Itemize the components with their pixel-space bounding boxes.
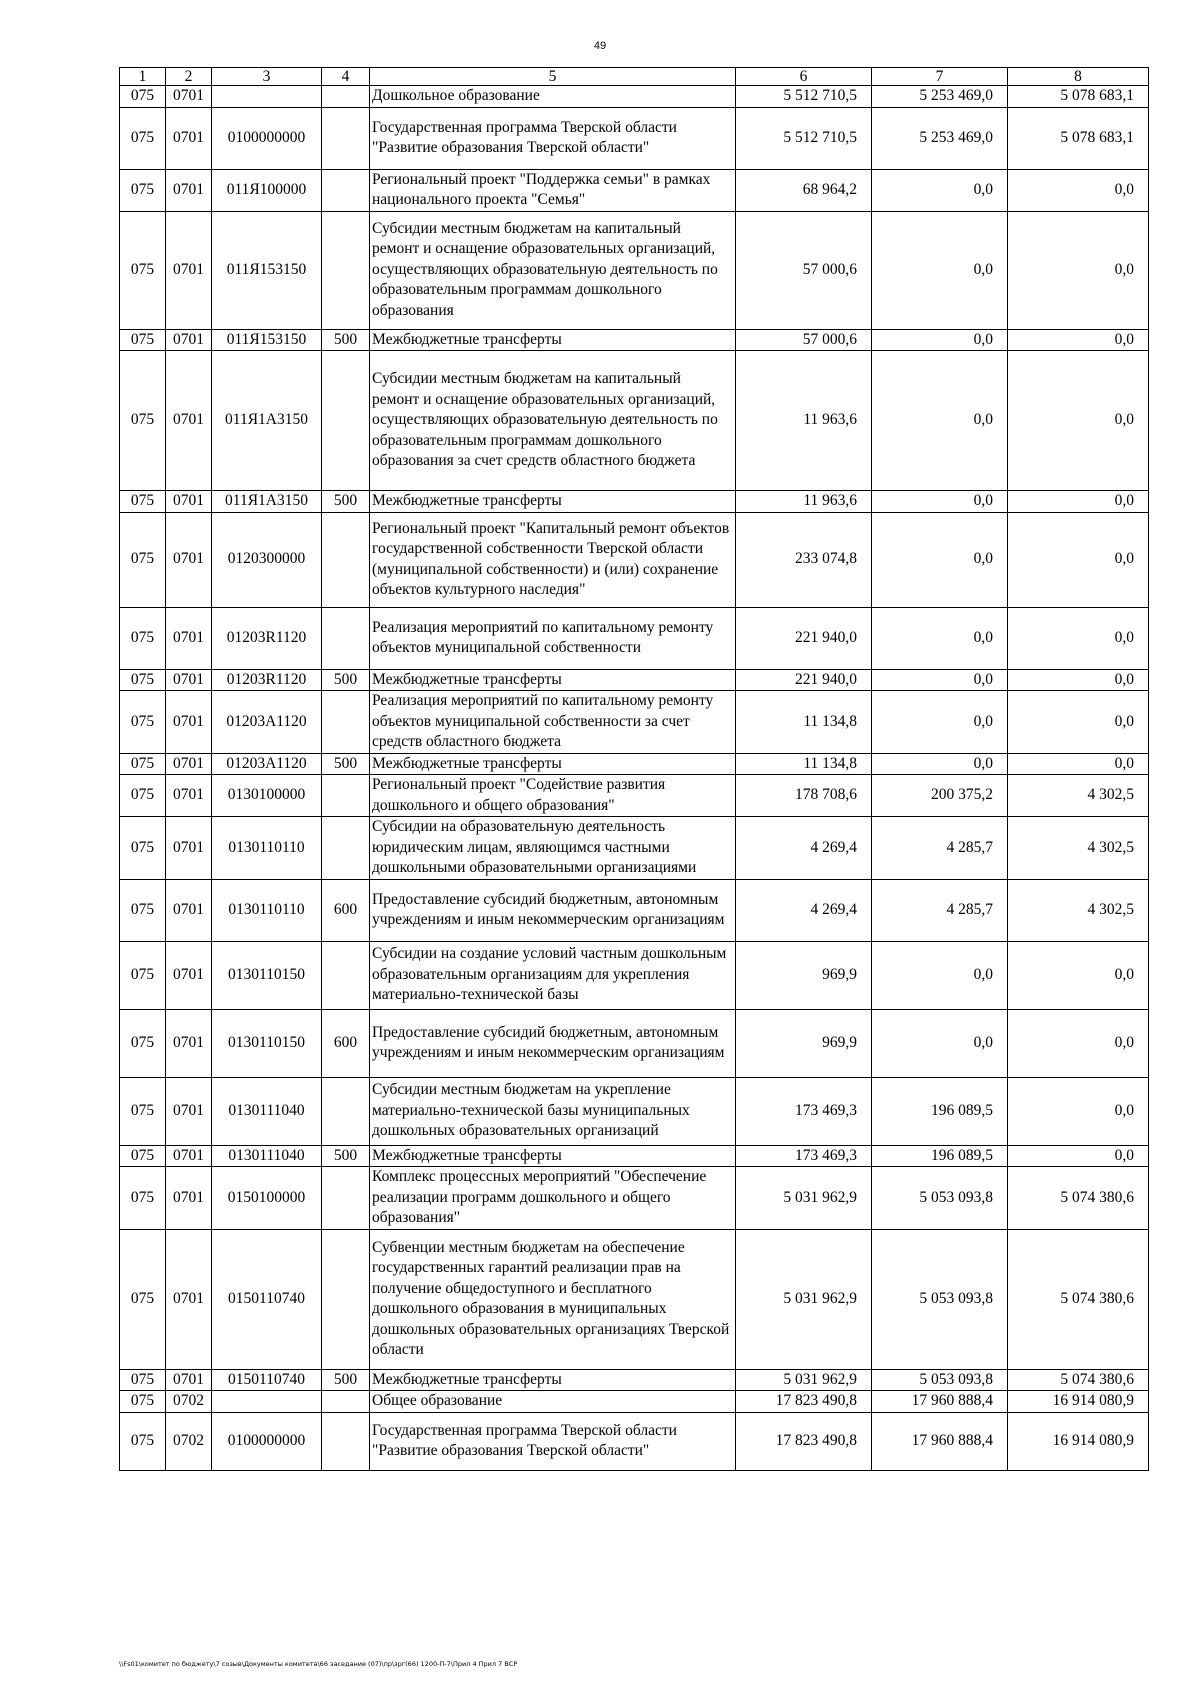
table-cell-description: Государственная программа Тверской области "Развитие образования Тверской области"	[370, 1412, 736, 1470]
table-cell-col1: 075	[120, 1391, 166, 1413]
table-cell-value-7: 0,0	[872, 691, 1008, 754]
table-cell-col2: 0701	[166, 1229, 212, 1369]
table-cell-code: 0100000000	[212, 107, 322, 169]
table-cell-col1: 075	[120, 1077, 166, 1145]
table-cell-col1: 075	[120, 107, 166, 169]
table-cell-value-7: 196 089,5	[872, 1145, 1008, 1167]
table-row	[120, 607, 1149, 669]
table-cell-code: 0130100000	[212, 775, 322, 817]
table-cell-code: 0130110110	[212, 879, 322, 941]
table-cell-value-7: 5 253 469,0	[872, 107, 1008, 169]
table-cell-type	[322, 775, 370, 817]
table-row	[120, 211, 1149, 329]
table-cell-col2: 0701	[166, 879, 212, 941]
table-cell-type	[322, 107, 370, 169]
header-cell: 6	[736, 68, 872, 86]
table-cell-col2: 0701	[166, 107, 212, 169]
table-cell-description: Реализация мероприятий по капитальному ремонту объектов муниципальной собственности	[370, 607, 736, 669]
table-cell-code: 0130110150	[212, 941, 322, 1009]
table-cell-type	[322, 1391, 370, 1413]
table-row	[120, 691, 1149, 754]
table-cell-col2: 0701	[166, 691, 212, 754]
table-row	[120, 1009, 1149, 1077]
table-cell-type: 500	[322, 329, 370, 351]
header-cell: 8	[1008, 68, 1149, 86]
table-cell-value-8: 0,0	[1008, 1077, 1149, 1145]
header-cell: 3	[212, 68, 322, 86]
table-cell-col2: 0701	[166, 491, 212, 513]
table-cell-code	[212, 86, 322, 108]
table-cell-value-8: 0,0	[1008, 491, 1149, 513]
table-cell-description: Региональный проект "Содействие развития дошкольного и общего образования"	[370, 775, 736, 817]
table-cell-col2: 0702	[166, 1391, 212, 1413]
table-cell-description: Субсидии на создание условий частным дошкольным образовательным организациям для укрепления материально-технической базы	[370, 941, 736, 1009]
table-row	[120, 512, 1149, 607]
table-cell-value-7: 4 285,7	[872, 817, 1008, 880]
table-row	[120, 753, 1149, 775]
table-cell-value-6: 221 940,0	[736, 669, 872, 691]
table-cell-description: Межбюджетные трансферты	[370, 1369, 736, 1391]
table-cell-description: Предоставление субсидий бюджетным, автономным учреждениям и иным некоммерческим организациям	[370, 879, 736, 941]
table-cell-col1: 075	[120, 817, 166, 880]
table-cell-value-7: 0,0	[872, 669, 1008, 691]
table-cell-description: Комплекс процессных мероприятий "Обеспечение реализации программ дошкольного и общего образования"	[370, 1167, 736, 1230]
table-row	[120, 669, 1149, 691]
table-cell-value-8: 0,0	[1008, 169, 1149, 211]
table-row	[120, 1167, 1149, 1230]
table-cell-value-7: 0,0	[872, 753, 1008, 775]
table-cell-value-8: 0,0	[1008, 1145, 1149, 1167]
table-cell-value-6: 5 512 710,5	[736, 86, 872, 108]
table-cell-value-6: 5 031 962,9	[736, 1167, 872, 1230]
table-cell-type	[322, 941, 370, 1009]
table-cell-value-7: 200 375,2	[872, 775, 1008, 817]
table-cell-col2: 0701	[166, 329, 212, 351]
table-cell-value-8: 4 302,5	[1008, 879, 1149, 941]
table-cell-code: 0100000000	[212, 1412, 322, 1470]
table-cell-type	[322, 86, 370, 108]
table-cell-col1: 075	[120, 1145, 166, 1167]
table-cell-value-7: 17 960 888,4	[872, 1391, 1008, 1413]
header-row	[120, 68, 1149, 86]
table-cell-description: Субсидии на образовательную деятельность юридическим лицам, являющимся частными дошкольными образовательными организациями	[370, 817, 736, 880]
table-cell-value-6: 173 469,3	[736, 1145, 872, 1167]
table-cell-value-8: 0,0	[1008, 669, 1149, 691]
table-cell-description: Общее образование	[370, 1391, 736, 1413]
table-cell-type	[322, 351, 370, 491]
table-cell-col2: 0701	[166, 941, 212, 1009]
table-cell-value-6: 4 269,4	[736, 879, 872, 941]
table-cell-value-8: 16 914 080,9	[1008, 1391, 1149, 1413]
table-cell-code: 0130110150	[212, 1009, 322, 1077]
table-cell-col2: 0701	[166, 211, 212, 329]
table-cell-type	[322, 817, 370, 880]
table-cell-col2: 0701	[166, 351, 212, 491]
table-cell-col1: 075	[120, 879, 166, 941]
table-cell-col2: 0701	[166, 669, 212, 691]
table-row	[120, 775, 1149, 817]
table-cell-value-7: 0,0	[872, 329, 1008, 351]
table-cell-type	[322, 211, 370, 329]
table-row	[120, 1391, 1149, 1413]
table-cell-description: Субсидии местным бюджетам на укрепление материально-технической базы муниципальных дошкольных образовательных организаций	[370, 1077, 736, 1145]
table-row	[120, 351, 1149, 491]
table-cell-col1: 075	[120, 1412, 166, 1470]
table-row	[120, 1412, 1149, 1470]
table-cell-type	[322, 169, 370, 211]
table-cell-col2: 0701	[166, 1009, 212, 1077]
table-cell-col1: 075	[120, 211, 166, 329]
table-cell-value-7: 5 253 469,0	[872, 86, 1008, 108]
table-row	[120, 1145, 1149, 1167]
table-cell-value-8: 5 074 380,6	[1008, 1167, 1149, 1230]
table-cell-col1: 075	[120, 941, 166, 1009]
table-cell-value-8: 16 914 080,9	[1008, 1412, 1149, 1470]
table-cell-value-6: 178 708,6	[736, 775, 872, 817]
table-cell-col1: 075	[120, 512, 166, 607]
table-cell-col2: 0701	[166, 1369, 212, 1391]
table-cell-value-8: 0,0	[1008, 351, 1149, 491]
table-cell-col2: 0701	[166, 1145, 212, 1167]
table-cell-code: 0120300000	[212, 512, 322, 607]
table-cell-description: Межбюджетные трансферты	[370, 1145, 736, 1167]
table-cell-col2: 0701	[166, 817, 212, 880]
budget-table	[119, 67, 1149, 1471]
table-row	[120, 329, 1149, 351]
table-cell-code: 011Я100000	[212, 169, 322, 211]
table-cell-col1: 075	[120, 1229, 166, 1369]
table-cell-code	[212, 1391, 322, 1413]
table-cell-value-6: 57 000,6	[736, 329, 872, 351]
table-cell-type	[322, 512, 370, 607]
table-cell-value-6: 11 134,8	[736, 753, 872, 775]
table-cell-value-7: 5 053 093,8	[872, 1369, 1008, 1391]
table-cell-value-7: 17 960 888,4	[872, 1412, 1008, 1470]
table-cell-col2: 0701	[166, 169, 212, 211]
header-cell: 1	[120, 68, 166, 86]
table-cell-col1: 075	[120, 491, 166, 513]
table-cell-value-7: 196 089,5	[872, 1077, 1008, 1145]
footer-file-path: \\Fs01\комитет по бюджету\7 созыв\Документы комитета\66 заседание (07)\пр\зрг(66) 1200-П-7\Прил 4 Прил 7 ВСР	[119, 1660, 518, 1668]
table-cell-col2: 0702	[166, 1412, 212, 1470]
table-row	[120, 941, 1149, 1009]
table-cell-code: 0150100000	[212, 1167, 322, 1230]
table-row	[120, 1077, 1149, 1145]
table-cell-value-6: 68 964,2	[736, 169, 872, 211]
table-cell-value-6: 11 134,8	[736, 691, 872, 754]
table-cell-type: 500	[322, 491, 370, 513]
table-cell-type: 500	[322, 753, 370, 775]
table-cell-value-8: 5 074 380,6	[1008, 1369, 1149, 1391]
table-cell-value-7: 0,0	[872, 169, 1008, 211]
table-cell-value-7: 5 053 093,8	[872, 1229, 1008, 1369]
table-cell-col2: 0701	[166, 607, 212, 669]
table-cell-type: 600	[322, 879, 370, 941]
table-cell-type: 500	[322, 1369, 370, 1391]
table-cell-code: 0130110110	[212, 817, 322, 880]
table-cell-col1: 075	[120, 669, 166, 691]
table-cell-col2: 0701	[166, 1167, 212, 1230]
table-cell-value-8: 0,0	[1008, 753, 1149, 775]
page-number: 49	[593, 40, 607, 52]
table-cell-code: 011Я1А3150	[212, 491, 322, 513]
table-cell-value-6: 233 074,8	[736, 512, 872, 607]
table-cell-description: Региональный проект "Капитальный ремонт объектов государственной собственности Тверской области (муниципальной собственности) и (или) сохранение объектов культурного наследия"	[370, 512, 736, 607]
table-cell-description: Реализация мероприятий по капитальному ремонту объектов муниципальной собственности за счет средств областного бюджета	[370, 691, 736, 754]
table-row	[120, 879, 1149, 941]
table-cell-value-6: 969,9	[736, 941, 872, 1009]
table-cell-description: Субсидии местным бюджетам на капитальный ремонт и оснащение образовательных организаций, осуществляющих образовательную деятельность по образовательным программам дошкольного образования	[370, 211, 736, 329]
table-cell-col2: 0701	[166, 775, 212, 817]
table-cell-code: 0130111040	[212, 1145, 322, 1167]
table-row	[120, 1369, 1149, 1391]
table-cell-value-8: 0,0	[1008, 329, 1149, 351]
table-cell-value-6: 11 963,6	[736, 351, 872, 491]
table-cell-col1: 075	[120, 691, 166, 754]
table-cell-value-6: 17 823 490,8	[736, 1391, 872, 1413]
table-row	[120, 169, 1149, 211]
table-cell-type: 500	[322, 669, 370, 691]
table-row	[120, 107, 1149, 169]
table-cell-value-6: 4 269,4	[736, 817, 872, 880]
table-cell-col1: 075	[120, 86, 166, 108]
table-row	[120, 817, 1149, 880]
table-cell-value-7: 4 285,7	[872, 879, 1008, 941]
table-cell-description: Межбюджетные трансферты	[370, 669, 736, 691]
table-cell-col1: 075	[120, 753, 166, 775]
table-cell-value-7: 0,0	[872, 211, 1008, 329]
table-cell-value-8: 4 302,5	[1008, 775, 1149, 817]
table-cell-value-6: 17 823 490,8	[736, 1412, 872, 1470]
table-cell-value-7: 5 053 093,8	[872, 1167, 1008, 1230]
table-cell-description: Межбюджетные трансферты	[370, 753, 736, 775]
table-cell-value-6: 5 031 962,9	[736, 1369, 872, 1391]
table-cell-value-8: 5 078 683,1	[1008, 86, 1149, 108]
table-cell-col2: 0701	[166, 753, 212, 775]
table-cell-value-7: 0,0	[872, 941, 1008, 1009]
table-cell-type	[322, 1412, 370, 1470]
table-cell-value-6: 221 940,0	[736, 607, 872, 669]
table-cell-description: Субсидии местным бюджетам на капитальный ремонт и оснащение образовательных организаций, осуществляющих образовательную деятельность по образовательным программам дошкольного образования за счет средств областного бюджета	[370, 351, 736, 491]
table-cell-value-8: 0,0	[1008, 211, 1149, 329]
table-cell-description: Межбюджетные трансферты	[370, 329, 736, 351]
table-cell-code: 01203R1120	[212, 607, 322, 669]
table-cell-value-7: 0,0	[872, 1009, 1008, 1077]
table-cell-type: 500	[322, 1145, 370, 1167]
table-cell-value-7: 0,0	[872, 512, 1008, 607]
table-cell-col1: 075	[120, 351, 166, 491]
table-cell-value-8: 0,0	[1008, 941, 1149, 1009]
table-cell-col1: 075	[120, 607, 166, 669]
table-cell-col2: 0701	[166, 86, 212, 108]
table-cell-description: Предоставление субсидий бюджетным, автономным учреждениям и иным некоммерческим организациям	[370, 1009, 736, 1077]
table-cell-value-6: 5 031 962,9	[736, 1229, 872, 1369]
header-cell: 5	[370, 68, 736, 86]
table-cell-code: 0150110740	[212, 1229, 322, 1369]
table-cell-col1: 075	[120, 329, 166, 351]
table-row	[120, 491, 1149, 513]
table-cell-col1: 075	[120, 775, 166, 817]
table-cell-description: Субвенции местным бюджетам на обеспечение государственных гарантий реализации прав на получение общедоступного и бесплатного дошкольного образования в муниципальных дошкольных образовательных организациях Тверской области	[370, 1229, 736, 1369]
table-cell-value-8: 4 302,5	[1008, 817, 1149, 880]
table-cell-code: 0150110740	[212, 1369, 322, 1391]
table-cell-col1: 075	[120, 1369, 166, 1391]
table-cell-col1: 075	[120, 169, 166, 211]
table-cell-value-6: 969,9	[736, 1009, 872, 1077]
table-cell-value-7: 0,0	[872, 351, 1008, 491]
table-cell-value-7: 0,0	[872, 491, 1008, 513]
table-cell-code: 011Я153150	[212, 329, 322, 351]
table-cell-type	[322, 607, 370, 669]
table-cell-code: 01203A1120	[212, 691, 322, 754]
table-cell-code: 011Я153150	[212, 211, 322, 329]
table-cell-code: 01203R1120	[212, 669, 322, 691]
table-cell-value-8: 5 078 683,1	[1008, 107, 1149, 169]
table-row	[120, 1229, 1149, 1369]
header-cell: 2	[166, 68, 212, 86]
table-cell-description: Государственная программа Тверской области "Развитие образования Тверской области"	[370, 107, 736, 169]
table-cell-value-7: 0,0	[872, 607, 1008, 669]
table-cell-col2: 0701	[166, 512, 212, 607]
header-cell: 4	[322, 68, 370, 86]
table-cell-col1: 075	[120, 1167, 166, 1230]
table-cell-type	[322, 1077, 370, 1145]
table-cell-col2: 0701	[166, 1077, 212, 1145]
table-cell-code: 01203A1120	[212, 753, 322, 775]
table-cell-value-8: 0,0	[1008, 607, 1149, 669]
table-cell-description: Региональный проект "Поддержка семьи" в рамках национального проекта "Семья"	[370, 169, 736, 211]
table-cell-value-8: 5 074 380,6	[1008, 1229, 1149, 1369]
table-cell-col1: 075	[120, 1009, 166, 1077]
table-cell-value-6: 57 000,6	[736, 211, 872, 329]
table-row	[120, 86, 1149, 108]
table-cell-description: Межбюджетные трансферты	[370, 491, 736, 513]
table-cell-type	[322, 691, 370, 754]
table-cell-code: 011Я1А3150	[212, 351, 322, 491]
table-cell-description: Дошкольное образование	[370, 86, 736, 108]
table-cell-value-8: 0,0	[1008, 512, 1149, 607]
table-cell-type	[322, 1167, 370, 1230]
header-cell: 7	[872, 68, 1008, 86]
table-cell-value-8: 0,0	[1008, 1009, 1149, 1077]
table-cell-code: 0130111040	[212, 1077, 322, 1145]
table-cell-value-6: 5 512 710,5	[736, 107, 872, 169]
table-cell-type	[322, 1229, 370, 1369]
table-cell-value-8: 0,0	[1008, 691, 1149, 754]
table-cell-type: 600	[322, 1009, 370, 1077]
table-cell-value-6: 11 963,6	[736, 491, 872, 513]
table-cell-value-6: 173 469,3	[736, 1077, 872, 1145]
